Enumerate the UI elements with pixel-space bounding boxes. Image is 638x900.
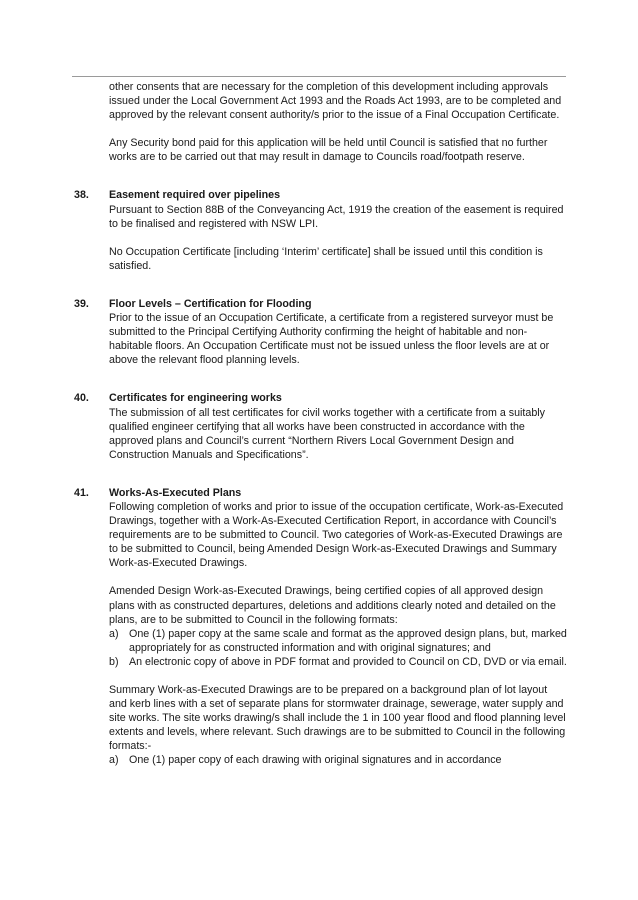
condition-number: 40. [74, 392, 89, 405]
summary-formats-list [109, 753, 568, 767]
list-item [109, 627, 568, 655]
condition-heading [74, 188, 568, 202]
condition-title: Certificates for engineering works [109, 392, 282, 405]
security-bond-paragraph: Any Security bond paid for this application will be held until Council is satisfied that no further works are to be carried out that may result in damage to Councils road/footpath reserve. [109, 137, 548, 164]
document-body [74, 80, 568, 768]
amended-design-formats-list [109, 627, 568, 669]
condition-heading [74, 486, 568, 500]
condition-paragraph: Pursuant to Section 88B of the Conveyancing Act, 1919 the creation of the easement is required to be finalised and registered with NSW LPI. [109, 203, 564, 230]
list-item-text: One (1) paper copy at the same scale and format as the approved design plans, but, marked appropriately for as constructed information and with original signatures; and [129, 627, 567, 654]
list-item [109, 753, 568, 767]
condition-title: Easement required over pipelines [109, 189, 281, 202]
condition-paragraph: No Occupation Certificate [including ‘Interim’ certificate] shall be issued until this condition is satisfied. [109, 245, 543, 272]
condition-paragraph: Summary Work-as-Executed Drawings are to be prepared on a background plan of lot layout and kerb lines with a set of separate plans for stormwater drainage, sewerage, water supply and site works. The site works drawing/s shall include the 1 in 100 year flood and flood planning level extents and levels, where relevant. Such drawings are to be submitted to Council in the following formats:- [109, 684, 566, 753]
condition-38 [74, 188, 568, 272]
list-item-label: a) [109, 627, 119, 640]
list-item-label: a) [109, 754, 119, 767]
condition-heading [74, 391, 568, 405]
list-item-text: One (1) paper copy of each drawing with original signatures and in accordance [129, 754, 502, 767]
condition-number: 41. [74, 486, 89, 499]
condition-39 [74, 297, 568, 367]
header-rule [72, 76, 566, 77]
condition-paragraph: The submission of all test certificates for civil works together with a certificate from a suitably qualified engineer certifying that all works have been constructed in accordance with the approved plans and Council’s current “Northern Rivers Local Government Design and Construction Manuals and Specifications”. [109, 406, 545, 461]
condition-paragraph: Prior to the issue of an Occupation Certificate, a certificate from a registered surveyor must be submitted to the Principal Certifying Authority confirming the height of habitable and non-habitable floors. An Occupation Certificate must not be issued unless the floor levels are at or above the relevant flood planning levels. [109, 312, 554, 367]
intro-paragraph: other consents that are necessary for the completion of this development including approvals issued under the Local Government Act 1993 and the Roads Act 1993, are to be completed and approved by the relevant consent authority/s prior to the issue of a Final Occupation Certificate. [109, 81, 562, 122]
condition-40 [74, 391, 568, 461]
condition-paragraph: Following completion of works and prior to issue of the occupation certificate, Work-as-Executed Drawings, together with a Work-As-Executed Certification Report, in accordance with Council’s requirements are to be submitted to Council. Two categories of Work-as-Executed Drawings are to be submitted to Council, being Amended Design Work-as-Executed Drawings and Summary Work-as-Executed Drawings. [109, 500, 564, 570]
condition-number: 39. [74, 297, 89, 310]
condition-number: 38. [74, 189, 89, 202]
list-item-label: b) [109, 655, 119, 668]
list-item-text: An electronic copy of above in PDF format and provided to Council on CD, DVD or via email. [129, 655, 567, 668]
list-item [109, 655, 568, 669]
condition-heading [74, 297, 568, 311]
condition-title: Works-As-Executed Plans [109, 486, 242, 499]
intro-section [109, 80, 568, 164]
condition-title: Floor Levels – Certification for Flooding [109, 297, 312, 310]
condition-paragraph: Amended Design Work-as-Executed Drawings, being certified copies of all approved design plans with as constructed departures, deletions and additions clearly noted and detailed on the plans, are to be submitted to Council in the following formats: [109, 585, 556, 626]
condition-41 [74, 486, 568, 768]
